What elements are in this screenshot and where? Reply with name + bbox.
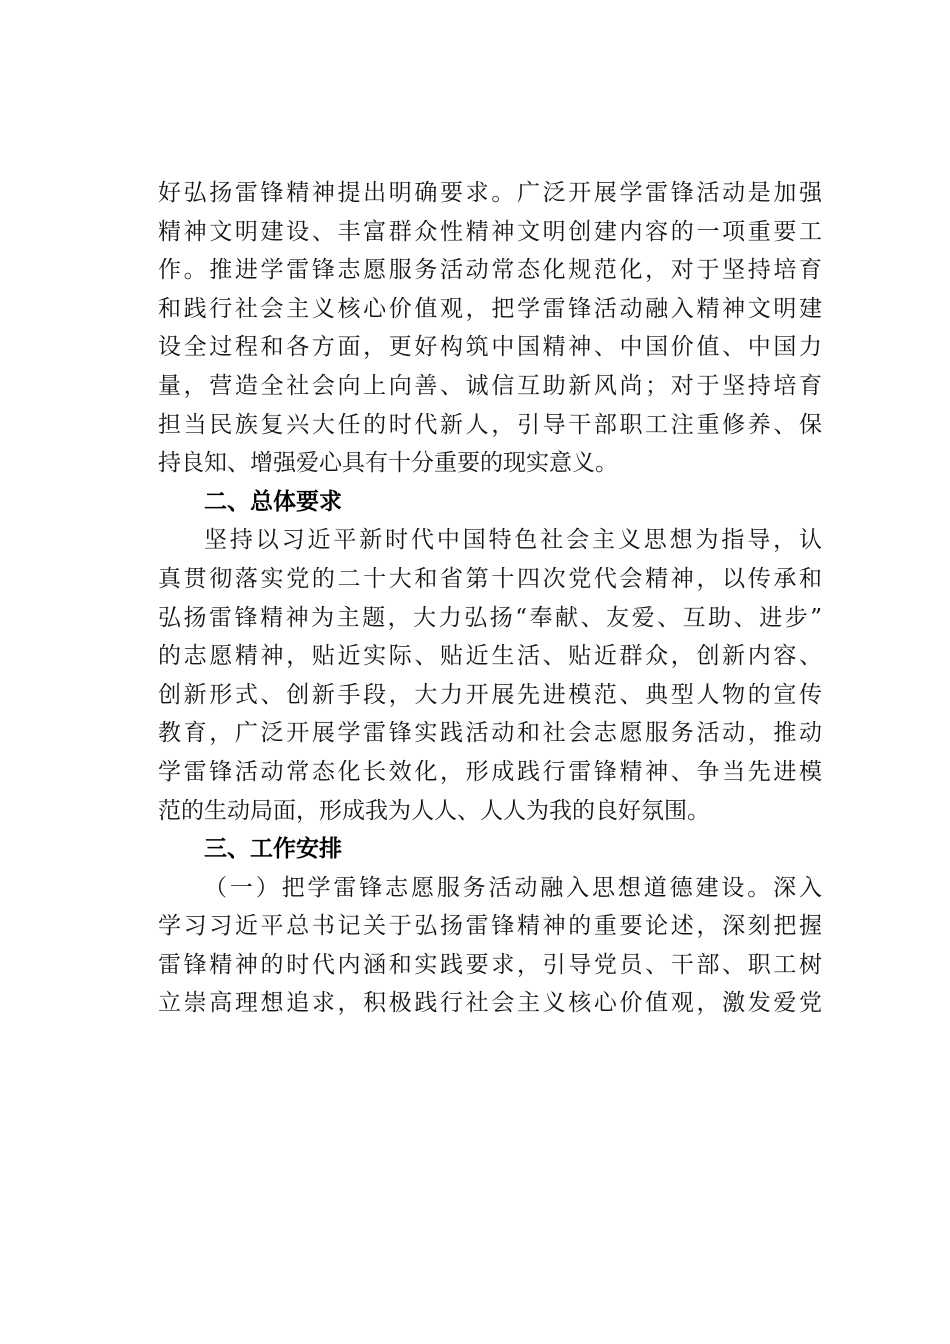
text-line: 立崇高理想追求，积极践行社会主义核心价值观，激发爱党 [158, 990, 822, 1017]
text-line: 真贯彻落实党的二十大和省第十四次党代会精神，以传承和 [158, 565, 822, 592]
text-line: 担当民族复兴大任的时代新人，引导干部职工注重修养、保 [158, 411, 822, 438]
text-line: 持良知、增强爱心具有十分重要的现实意义。 [158, 450, 618, 477]
text-line: 设全过程和各方面，更好构筑中国精神、中国价值、中国力 [158, 334, 822, 361]
text-line: 量，营造全社会向上向善、诚信互助新风尚；对于坚持培育 [158, 372, 822, 399]
text-line: 范的生动局面，形成我为人人、人人为我的良好氛围。 [158, 797, 710, 824]
text-line: 创新形式、创新手段，大力开展先进模范、典型人物的宣传 [158, 681, 822, 708]
text-line: 弘扬雷锋精神为主题，大力弘扬“奉献、友爱、互助、进步” [158, 604, 822, 631]
text-line: 和践行社会主义核心价值观，把学雷锋活动融入精神文明建 [158, 295, 822, 322]
paragraph-general-requirements [158, 521, 822, 830]
text-line: 的志愿精神，贴近实际、贴近生活、贴近群众，创新内容、 [158, 643, 822, 670]
text-line: （一）把学雷锋志愿服务活动融入思想道德建设。深入 [204, 874, 822, 901]
paragraph-background [158, 174, 822, 483]
text-line: 好弘扬雷锋精神提出明确要求。广泛开展学雷锋活动是加强 [158, 180, 822, 206]
section-heading-general-requirements: 二、总体要求 [204, 488, 342, 515]
text-line: 作。推进学雷锋志愿服务活动常态化规范化，对于坚持培育 [158, 257, 822, 284]
text-line: 精神文明建设、丰富群众性精神文明创建内容的一项重要工 [158, 218, 822, 245]
text-line: 教育，广泛开展学雷锋实践活动和社会志愿服务活动，推动 [158, 720, 822, 747]
text-line: 学雷锋活动常态化长效化，形成践行雷锋精神、争当先进模 [158, 758, 822, 785]
text-line: 雷锋精神的时代内涵和实践要求，引导党员、干部、职工树 [158, 951, 822, 978]
document-body [158, 174, 822, 1023]
text-line: 学习习近平总书记关于弘扬雷锋精神的重要论述，深刻把握 [158, 913, 822, 940]
text-line: 坚持以习近平新时代中国特色社会主义思想为指导，认 [204, 527, 822, 554]
paragraph-work-arrangements [158, 869, 822, 1023]
section-heading-work-arrangements: 三、工作安排 [204, 836, 342, 863]
